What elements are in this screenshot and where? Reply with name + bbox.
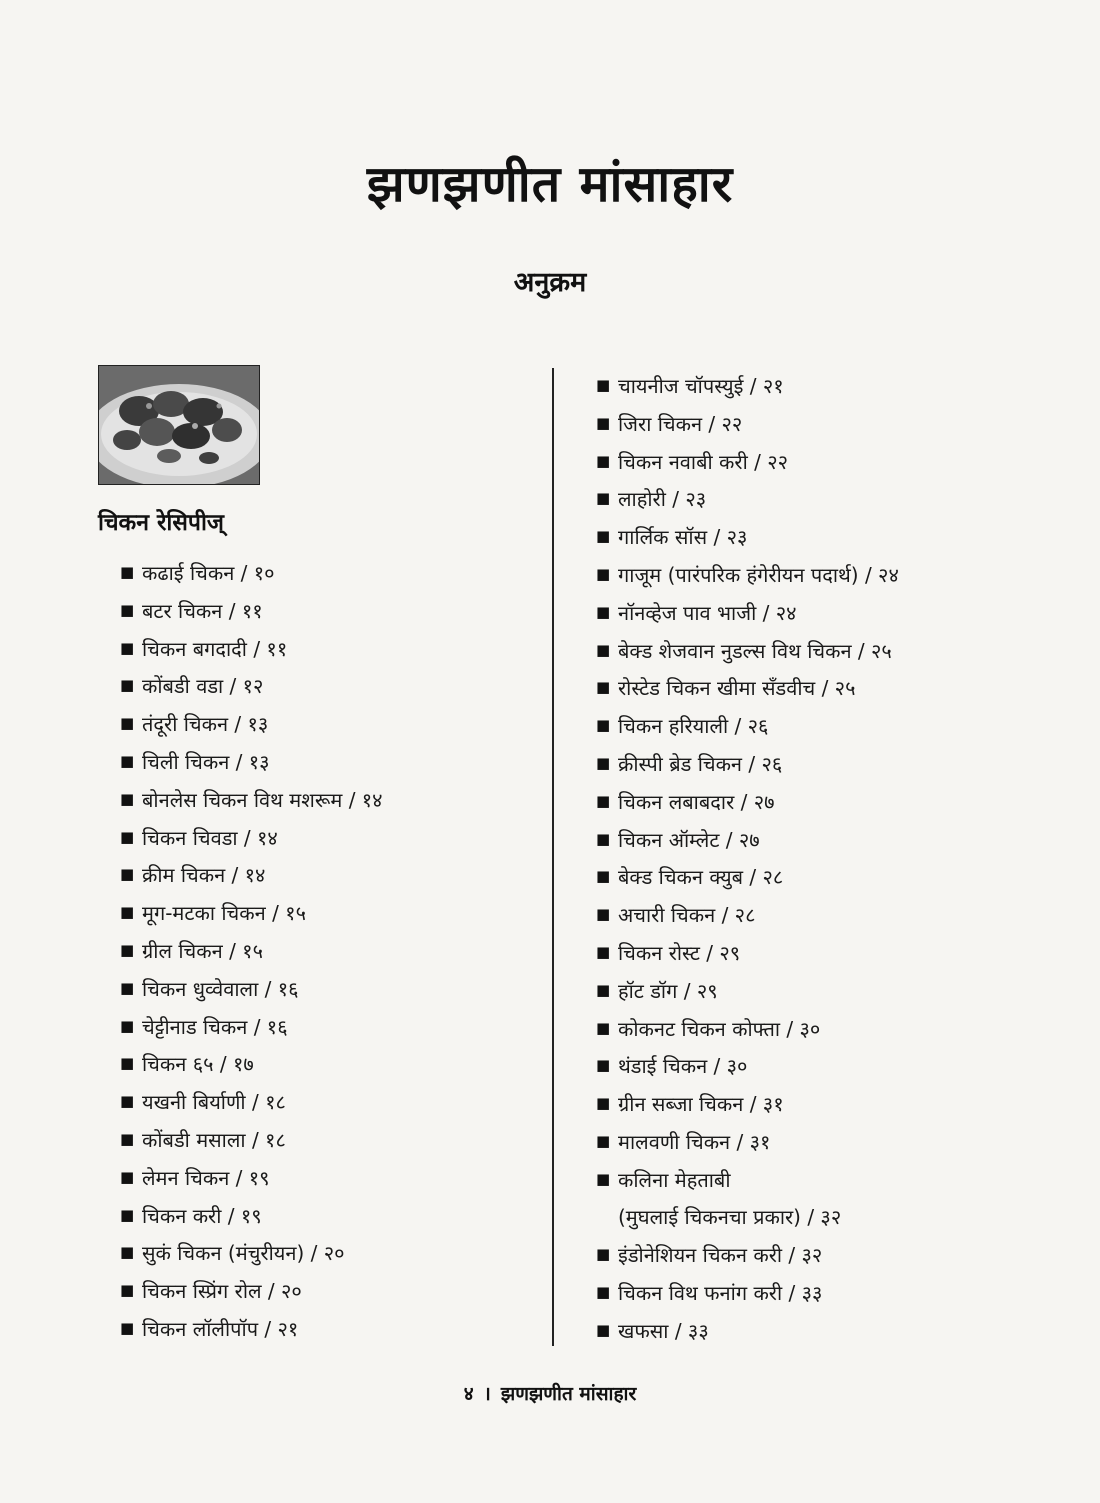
toc-entry-text: चिकन बगदादी / ११ (142, 636, 288, 661)
square-bullet-icon: ■ (596, 1131, 611, 1150)
toc-entry-text: बोनलेस चिकन विथ मशरूम / १४ (142, 787, 383, 812)
toc-entry-text: तंदूरी चिकन / १३ (142, 712, 269, 737)
square-bullet-icon: ■ (596, 829, 611, 848)
section-heading-chicken-recipes: चिकन रेसिपीज् (98, 510, 224, 536)
square-bullet-icon: ■ (120, 714, 135, 733)
toc-entry (596, 444, 1036, 482)
toc-entry (596, 595, 1036, 633)
toc-entry-text: अचारी चिकन / २८ (618, 903, 756, 928)
toc-entry (596, 935, 1036, 973)
toc-entry-line-2: (मुघलाई चिकनचा प्रकार) / ३२ (618, 1204, 842, 1229)
toc-entry (120, 1235, 540, 1273)
toc-entry (596, 1124, 1036, 1162)
chicken-dish-image (99, 366, 259, 484)
square-bullet-icon: ■ (120, 978, 135, 997)
toc-entry (120, 1198, 540, 1236)
toc-entry (120, 933, 540, 971)
square-bullet-icon: ■ (120, 865, 135, 884)
square-bullet-icon: ■ (120, 1129, 135, 1148)
toc-entry (596, 670, 1036, 708)
toc-entry (596, 1086, 1036, 1124)
toc-entry-text: कोंबडी मसाला / १८ (142, 1127, 286, 1152)
toc-entry (596, 784, 1036, 822)
toc-entry (596, 1162, 1036, 1238)
square-bullet-icon: ■ (596, 791, 611, 810)
square-bullet-icon: ■ (596, 602, 611, 621)
square-bullet-icon: ■ (120, 1318, 135, 1337)
toc-entry (120, 744, 540, 782)
toc-entry (120, 1122, 540, 1160)
toc-entry-text: बटर चिकन / ११ (142, 598, 263, 623)
toc-entry (120, 668, 540, 706)
square-bullet-icon: ■ (596, 489, 611, 508)
square-bullet-icon: ■ (596, 564, 611, 583)
toc-entry (596, 1048, 1036, 1086)
square-bullet-icon: ■ (596, 678, 611, 697)
chicken-dish-photo (98, 365, 260, 485)
toc-entry-text: हॉट डॉग / २९ (618, 978, 718, 1003)
toc-entry (120, 593, 540, 631)
toc-entry (120, 1273, 540, 1311)
toc-entry-text: चिकन चिवडा / १४ (142, 825, 278, 850)
book-title: झणझणीत मांसाहार (366, 155, 734, 213)
square-bullet-icon: ■ (120, 638, 135, 657)
toc-entry (596, 973, 1036, 1011)
toc-entry-text: चिकन लॉलीपॉप / २१ (142, 1316, 299, 1341)
toc-entry-text: चिकन नवाबी करी / २२ (618, 449, 789, 474)
toc-entry (120, 857, 540, 895)
square-bullet-icon: ■ (120, 1167, 135, 1186)
toc-entry (120, 1046, 540, 1084)
square-bullet-icon: ■ (120, 600, 135, 619)
square-bullet-icon: ■ (596, 753, 611, 772)
square-bullet-icon: ■ (120, 563, 135, 581)
toc-entry-text: चिकन विथ फनांग करी / ३३ (618, 1281, 823, 1306)
toc-entry (596, 822, 1036, 860)
toc-entry (596, 746, 1036, 784)
square-bullet-icon: ■ (596, 1320, 611, 1339)
square-bullet-icon: ■ (120, 1281, 135, 1300)
toc-list-left (120, 555, 540, 1349)
toc-entry (120, 1084, 540, 1122)
square-bullet-icon: ■ (596, 640, 611, 659)
toc-entry-line-1: कलिना मेहताबी (618, 1167, 731, 1192)
square-bullet-icon: ■ (596, 1094, 611, 1113)
column-divider (552, 368, 554, 1346)
square-bullet-icon: ■ (120, 789, 135, 808)
square-bullet-icon: ■ (120, 827, 135, 846)
square-bullet-icon: ■ (120, 1243, 135, 1262)
square-bullet-icon: ■ (120, 751, 135, 770)
toc-entry-text: चिली चिकन / १३ (142, 749, 270, 774)
square-bullet-icon: ■ (596, 716, 611, 735)
square-bullet-icon: ■ (120, 1205, 135, 1224)
toc-entry (120, 782, 540, 820)
toc-entry (596, 633, 1036, 671)
toc-entry-text: चिकन करी / १९ (142, 1203, 262, 1228)
toc-entry-text: चायनीज चॉपस्युई / २१ (618, 374, 784, 398)
square-bullet-icon: ■ (596, 376, 611, 394)
toc-list-right (596, 368, 1036, 1351)
square-bullet-icon: ■ (596, 527, 611, 546)
toc-entry (596, 368, 1036, 406)
toc-entry (120, 820, 540, 858)
toc-entry-text: थंडाई चिकन / ३० (618, 1054, 748, 1079)
toc-entry-text: मालवणी चिकन / ३१ (618, 1129, 771, 1154)
square-bullet-icon: ■ (120, 940, 135, 959)
square-bullet-icon: ■ (596, 1056, 611, 1075)
square-bullet-icon: ■ (596, 1169, 611, 1188)
square-bullet-icon: ■ (596, 451, 611, 470)
toc-entry-text: गाजूम (पारंपरिक हंगेरीयन पदार्थ) / २४ (618, 562, 899, 587)
square-bullet-icon: ■ (596, 942, 611, 961)
toc-entry-text: यखनी बिर्याणी / १८ (142, 1090, 286, 1115)
page-number: ४ (463, 1383, 474, 1405)
toc-entry (120, 1160, 540, 1198)
toc-entry (120, 1311, 540, 1349)
square-bullet-icon: ■ (120, 676, 135, 695)
toc-entry (596, 557, 1036, 595)
toc-entry-text: चिकन धुव्वेवाला / १६ (142, 976, 299, 1001)
toc-entry-text: नॉनव्हेज पाव भाजी / २४ (618, 600, 797, 625)
square-bullet-icon: ■ (596, 867, 611, 886)
toc-entry-text: चेट्टीनाड चिकन / १६ (142, 1014, 288, 1039)
toc-entry-text: कढाई चिकन / १० (142, 561, 275, 585)
square-bullet-icon: ■ (596, 905, 611, 924)
footer-title: झणझणीत मांसाहार (500, 1383, 637, 1405)
square-bullet-icon: ■ (120, 1092, 135, 1111)
toc-entry (120, 1009, 540, 1047)
toc-entry-text: कोंबडी वडा / १२ (142, 674, 264, 699)
toc-entry (120, 555, 540, 593)
toc-entry-text: लाहोरी / २३ (618, 487, 707, 512)
toc-entry (120, 895, 540, 933)
toc-entry-text: बेक्ड चिकन क्युब / २८ (618, 865, 784, 890)
toc-entry-text: खफसा / ३३ (618, 1318, 709, 1343)
toc-entry (596, 406, 1036, 444)
toc-entry-text: इंडोनेशियन चिकन करी / ३२ (618, 1243, 823, 1268)
toc-entry (596, 519, 1036, 557)
square-bullet-icon: ■ (596, 413, 611, 432)
toc-entry (596, 859, 1036, 897)
toc-entry-text: चिकन ६५ / १७ (142, 1052, 254, 1077)
toc-entry-text: बेक्ड शेजवान नुडल्स विथ चिकन / २५ (618, 638, 892, 663)
square-bullet-icon: ■ (596, 1283, 611, 1302)
toc-entry (596, 897, 1036, 935)
toc-entry-text: मूग-मटका चिकन / १५ (142, 901, 306, 926)
toc-entry-text: रोस्टेड चिकन खीमा सँडवीच / २५ (618, 676, 856, 701)
toc-entry-text: सुकं चिकन (मंचुरीयन) / २० (142, 1241, 345, 1266)
square-bullet-icon: ■ (596, 1245, 611, 1264)
toc-entry (596, 1237, 1036, 1275)
square-bullet-icon: ■ (596, 1018, 611, 1037)
toc-entry-text: लेमन चिकन / १९ (142, 1165, 270, 1190)
toc-entry-text: ग्रील चिकन / १५ (142, 938, 263, 963)
toc-entry-text: क्रीस्पी ब्रेड चिकन / २६ (618, 751, 783, 776)
toc-entry (596, 1313, 1036, 1351)
toc-entry-text: क्रीम चिकन / १४ (142, 863, 266, 888)
toc-entry (120, 631, 540, 669)
toc-entry (596, 1275, 1036, 1313)
toc-entry (120, 706, 540, 744)
toc-entry (596, 708, 1036, 746)
toc-entry-text: चिकन हरियाली / २६ (618, 714, 769, 739)
footer-separator: । (483, 1383, 491, 1405)
square-bullet-icon: ■ (596, 980, 611, 999)
toc-entry (120, 971, 540, 1009)
square-bullet-icon: ■ (120, 1054, 135, 1073)
toc-entry-text: चिकन लबाबदार / २७ (618, 789, 775, 814)
square-bullet-icon: ■ (120, 903, 135, 922)
square-bullet-icon: ■ (120, 1016, 135, 1035)
toc-entry-text: ग्रीन सब्जा चिकन / ३१ (618, 1092, 784, 1117)
toc-entry (596, 1011, 1036, 1049)
toc-entry-text: गार्लिक सॉस / २३ (618, 525, 748, 550)
toc-entry (596, 481, 1036, 519)
toc-entry-text: चिकन स्प्रिंग रोल / २० (142, 1279, 302, 1304)
toc-entry-text (618, 1162, 841, 1236)
toc-entry-text: चिकन ऑम्लेट / २७ (618, 827, 760, 852)
toc-entry-text: चिकन रोस्ट / २९ (618, 940, 741, 965)
page-footer (0, 1380, 1100, 1406)
toc-heading: अनुक्रम (513, 267, 587, 298)
toc-entry-text: जिरा चिकन / २२ (618, 411, 743, 436)
toc-entry-text: कोकनट चिकन कोफ्ता / ३० (618, 1016, 821, 1041)
